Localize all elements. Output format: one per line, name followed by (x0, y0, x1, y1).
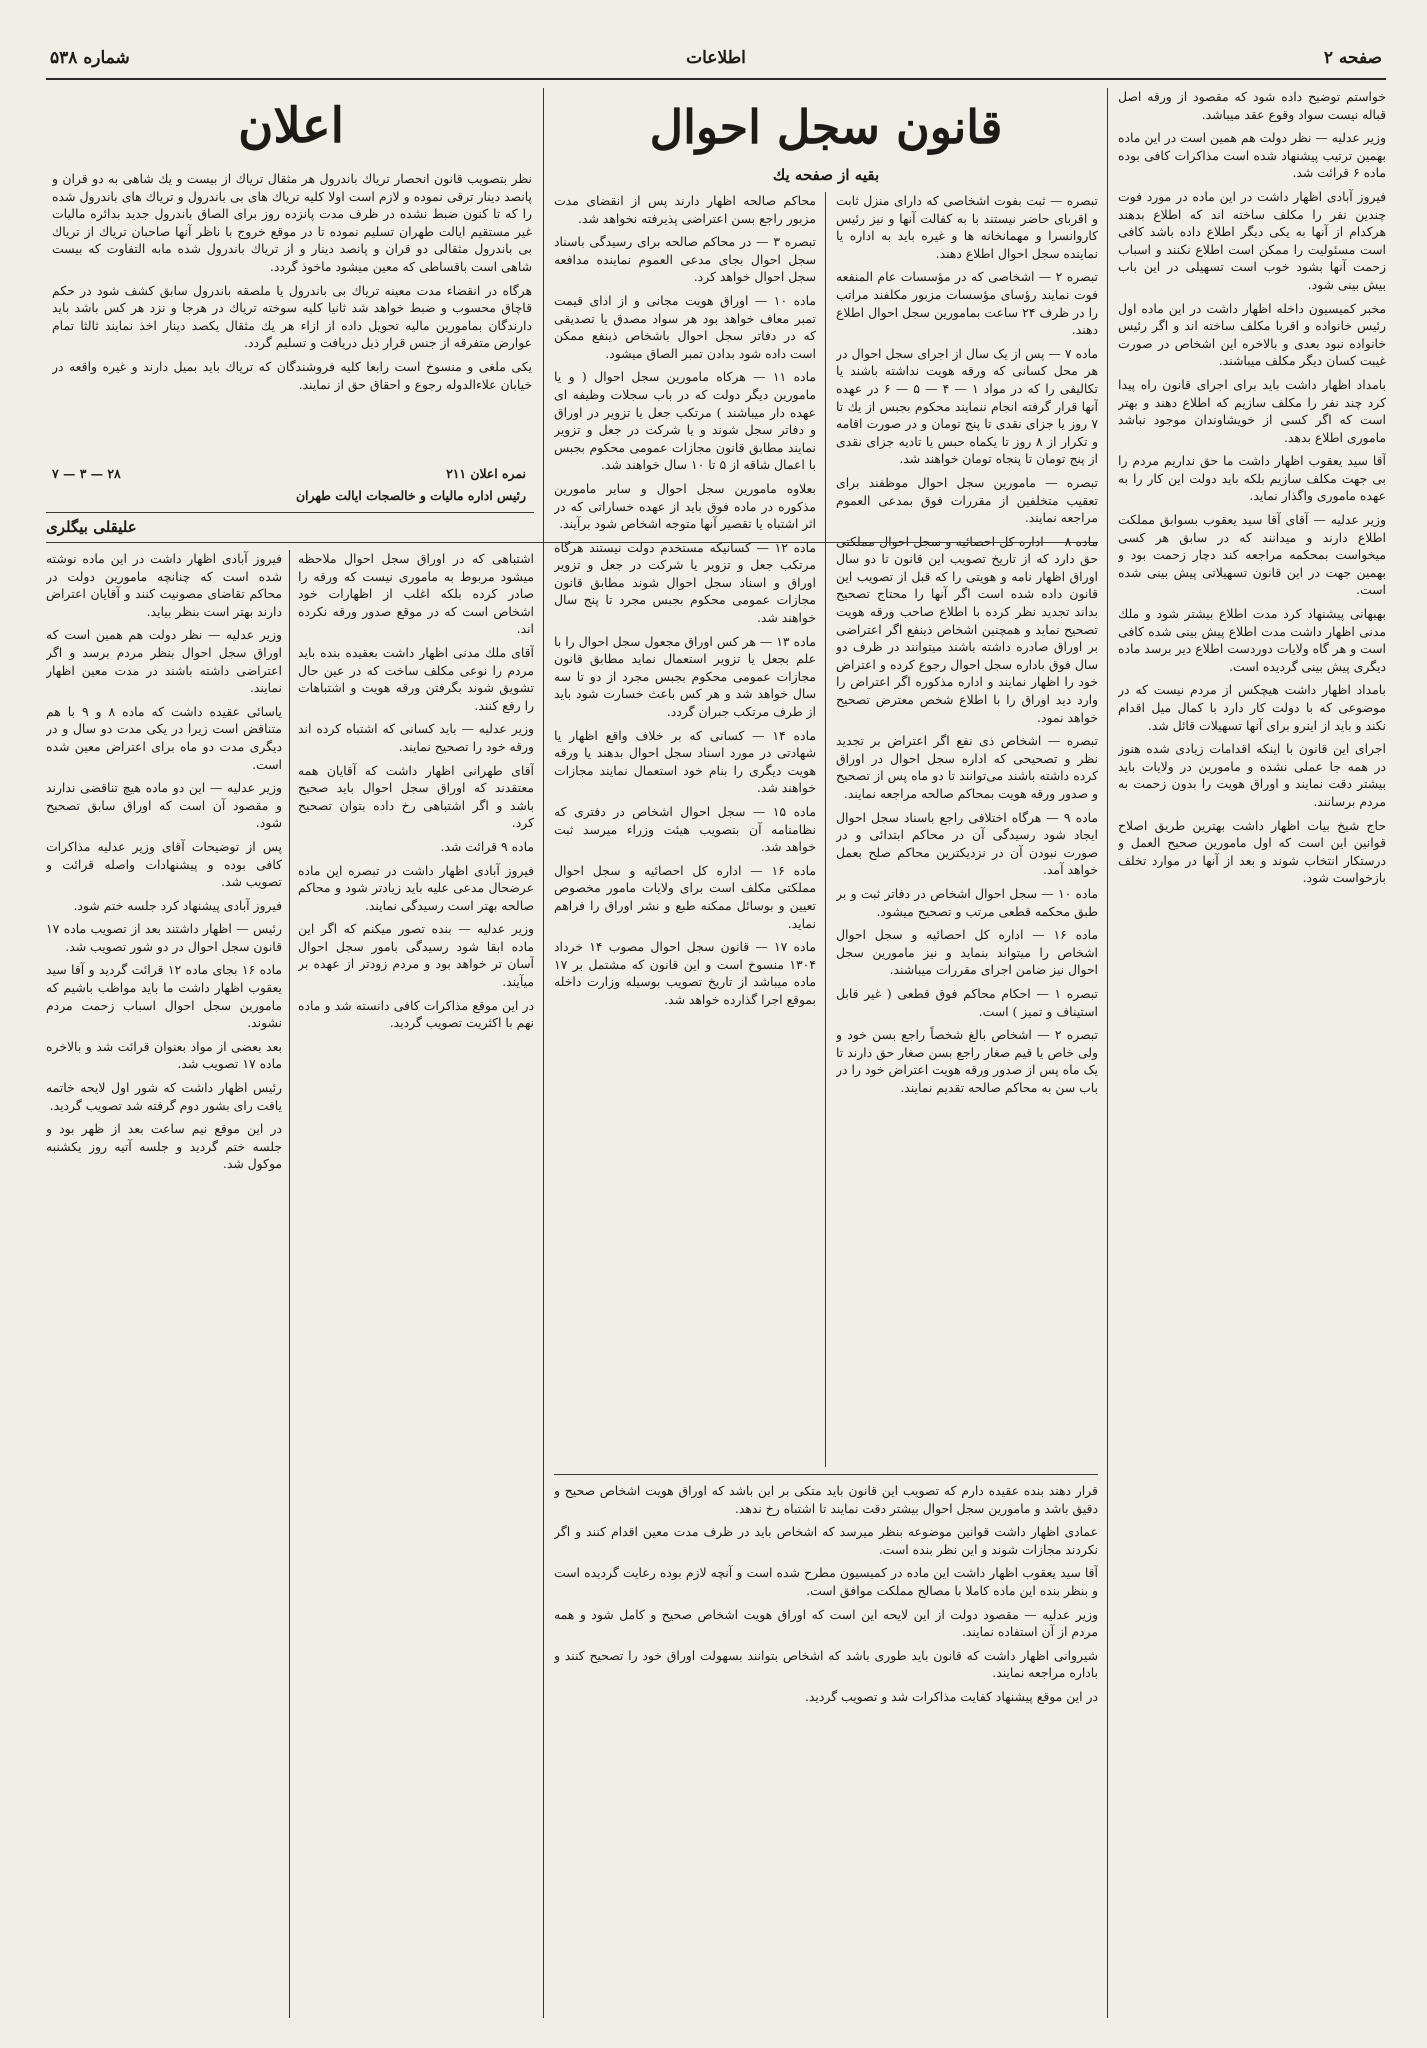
report-paragraph: ماده ۱۶ بجای ماده ۱۲ قرائت گردید و آقا سید یعقوب اظهار داشت ما باید مواظب باشیم که مامورین سجل احوال اسباب زحمت مردم نشوند. (46, 962, 282, 1031)
section-rule (46, 542, 1098, 543)
right-paragraph: بامداد اظهار داشت باید برای اجرای قانون راه پیدا کرد چند نفر را مکلف سازیم که اطلاع دهند و بهتر است که اگر کسی از خویشاوندان موجود نباشد ماموری اطلاع بدهد. (1118, 376, 1386, 445)
report-paragraph: اشتباهی که در اوراق سجل احوال ملاحظه میشود مربوط به ماموری نیست که ورقه را صادر کرده بلکه اغلب از اظهارات خود اشخاص است که در موقع صدور ورقه نکرده اند. (298, 551, 534, 637)
report-paragraph: آقای طهرانی اظهار داشت که آقایان همه معتقدند که اوراق سجل احوال باید صحیح باشد و اگر اشتباهی رخ داده بتوان تصحیح کرد. (298, 762, 534, 831)
section-rule (46, 512, 534, 513)
report-paragraph: رئیس — اظهار داشتند بعد از تصویب ماده ۱۷ قانون سجل احوال در دو شور تصویب شد. (46, 921, 282, 954)
report-paragraph: فیروز آبادی اظهار داشت در تبصره این ماده عرضحال مدعی علیه باید زیادتر شود و محاکم صالحه بهتر است رسیدگی نمایند. (298, 862, 534, 913)
law-title: قانون سجل احوال (649, 100, 1003, 154)
report-paragraph: وزیر عدلیه — این دو ماده هیچ تناقضی ندارند و مقصود آن است که اوراق سابق تصحیح شود. (46, 780, 282, 831)
report-column-2 (298, 550, 534, 2018)
report-paragraph: شیروانی اظهار داشت که قانون باید طوری باشد که اشخاص بتوانند بسهولت اوراق خود را تصحیح کنند و باداره مراجعه نمایند. (554, 1647, 1098, 1681)
law-paragraph: تبصره ۲ — اشخاصی که در مؤسسات عام المنفعه فوت نمایند رؤسای مؤسسات مزبور مکلفند مراتب را در ظرف ۲۴ ساعت بمامورین سجل احوال اطلاع دهند. (836, 269, 1098, 338)
report-paragraph: در این موقع نیم ساعت بعد از ظهر بود و جلسه ختم گردید و جلسه آتیه روز یکشنبه موکول شد. (46, 1121, 282, 1172)
report-paragraph: ماده ۹ قرائت شد. (440, 838, 534, 854)
right-paragraph: وزیر عدلیه — آقای آقا سید یعقوب بسوابق مملکت اطلاع دارند و میدانند که در سابق هر کسی میخواست بمحکمه مراجعه کند دچار زحمت بود و بهمین جهت در این قانون تسهیلاتی پیش بینی شده است. (1118, 512, 1386, 598)
report-paragraph: قرار دهند بنده عقیده دارم که تصویب این قانون باید متکی بر این باشد که اوراق هویت اشخاص صحیح و دقیق باشد و مامورین سجل احوال بیشتر دقت نمایند تا اشتباه رخ ندهد. (554, 1483, 1098, 1516)
column-rule (825, 192, 826, 1467)
report-paragraph: وزیر عدلیه — باید کسانی که اشتباه کرده اند ورقه خود را تصحیح نمایند. (298, 721, 534, 754)
ad-number: نمره اعلان ۲۱۱ (446, 466, 526, 481)
law-paragraph: تبصره — ثبت بفوت اشخاصی که دارای منزل ثابت و اقربای حاضر نیستند با به کفالت آنها و نیز رئیس کاروانسرا و مهمانخانه ها و غیره باید به اداره یا نماینده سجل احوال اطلاع دهند. (836, 193, 1098, 261)
report-paragraph: فیروز آبادی پیشنهاد کرد جلسه ختم شود. (73, 897, 282, 913)
report-paragraph: در این موقع مذاکرات کافی دانسته شد و ماده نهم با اکثریت تصویب گردید. (298, 997, 534, 1031)
law-paragraph: ماده ۱۶ — اداره کل احصائیه و سجل احوال اشخاص را میتواند بنماید و نیز مامورین سجل احوال نیز ضامن اجرای مقررات میباشند. (836, 927, 1098, 978)
report-paragraph: وزیر عدلیه — مقصود دولت از این لایحه این است که اوراق هویت اشخاص صحیح و کامل شود و همه مردم از آن استفاده نمایند. (554, 1606, 1098, 1640)
law-paragraph: محاکم صالحه اظهار دارند پس از انقضای مدت مزبور راجع بسن اعتراضی پذیرفته نخواهد شد. (554, 193, 816, 226)
right-paragraph: خواستم توضیح داده شود که مقصود از ورقه اصل قباله نیست سواد وقوع عقد میباشد. (1118, 89, 1386, 122)
right-paragraph: آقا سید یعقوب اظهار داشت ما حق نداریم مردم را بی جهت مکلف سازیم بلکه باید دولت این کار را به عهده ماموری واگذار نماید. (1118, 453, 1386, 504)
report-paragraph: یاسائی عقیده داشت که ماده ۸ و ۹ با هم متناقض است زیرا در یکی مدت دو سال و در دیگری مدت دو ماه برای اعتراض معین شده است. (46, 703, 282, 772)
law-paragraph: ماده ۸ — اداره کل احصائیه و سجل احوال مملکتی حق دارد که از تاریخ تصویب این قانون تا دو سال اوراق اظهار نامه و هویتی را که قبل از تصویب این قانون داده شده است اگر آنها را محتاج تصحیح بداند تجدید نظر کرده با اطلاع صاحب ورقه هویت تصحیح نماید و همچنین اشخاص ذینفع اگر اعتراضی بر اوراق صادره داشته باشند میتوانند در ظرف دو سال فوق باداره سجل احوال رجوع کرده و اعتراض خود را اظهار نمایند و اداره مذکوره اگر اعتراض را وارد دید اوراق را با اطلاع شخص معترض تصحیح خواهد نمود. (836, 533, 1098, 725)
law-continuation: بقیه از صفحه یك (772, 166, 880, 184)
law-paragraph: ماده ۱۰ — اوراق هویت مجانی و از ادای قیمت تمبر معاف خواهد بود هر سواد مصدق یا تصدیقی که در دفاتر سجل احوال باشخاص ذینفع ممکن است داده شود بدادن تمبر الصاق میشود. (554, 292, 816, 361)
law-paragraph: ماده ۱۰ — سجل احوال اشخاص در دفاتر ثبت و بر طبق محکمه قطعی مرتب و تصحیح میشود. (836, 885, 1098, 919)
column-rule (1107, 88, 1108, 2018)
right-paragraph: بهبهانی پیشنهاد کرد مدت اطلاع بیشتر شود و ملك مدنی اظهار داشت مدت اطلاع پیش بینی شده کافی است و هر گاه ولایات دوردست اطلاع دیر برسد ماده دیگری پیش بینی گردیده است. (1118, 606, 1386, 674)
report-paragraph: پس از توضیحات آقای وزیر عدلیه مذاکرات کافی بوده و پیشنهادات واصله قرائت و تصویب شد. (46, 838, 282, 890)
law-paragraph: ماده ۱۳ — هر کس اوراق مجعول سجل احوال را با علم بجعل یا تزویر استعمال نماید مطابق قانون مجازات عمومی محکوم بجبس مجرد از دو تا سه سال خواهد شد و هر کس باعث خسارت شود باید از طرف مرتکب جبران گردد. (554, 633, 816, 720)
law-paragraph: تبصره — مامورین سجل احوال موظفند برای تعقیب متخلفین از مقررات فوق بمدعی العموم مراجعه نمایند. (836, 474, 1098, 526)
law-column-2 (554, 192, 816, 1467)
report-paragraph: آقا سید یعقوب اظهار داشت این ماده در کمیسیون مطرح شده است و آنچه لازم بوده رعایت گردیده است و بنظر بنده این ماده کاملا با مصالح مملکت موافق است. (554, 1565, 1098, 1598)
law-paragraph: ماده ۱۱ — هرکاه مامورین سجل احوال ( و یا مامورین دیگر دولت که در باب سجلات وظیفه ای عهده دار میباشند ) مرتکب جعل یا تزویر در اوراق و دفاتر سجل شوند و یا شرکت در جعل و تزویر نمایند مطابق قانون مجازات عمومی محکوم بجبس با اعمال شاقه از ۵ تا ۱۰ سال خواهند شد. (554, 369, 816, 473)
law-paragraph: ماده ۱۲ — کسانیکه مستخدم دولت نیستند هرگاه مرتکب جعل و تزویر یا شرکت در جعل و تزویر اوراق و اسناد سجل احوال شوند مطابق قانون مجازات عمومی محکوم بجبس مجرد تا پنج سال خواهند شد. (554, 539, 816, 626)
section-rule (554, 1474, 1098, 1475)
law-paragraph: ماده ۱۷ — قانون سجل احوال مصوب ۱۴ خرداد ۱۳۰۴ منسوخ است و این قانون که مشتمل بر ۱۷ ماده میباشد از تاریخ تصویب بوسیله وزارت داخله بموقع اجرا گذارده خواهد شد. (554, 939, 816, 1007)
law-paragraph: ماده ۹ — هرگاه اختلافی راجع باسناد سجل احوال ایجاد شود رسیدگی آن در محاکم ابتدائی و در صورت نبودن آن در نزدیکترین محاکم صلح بعمل خواهد آمد. (836, 809, 1098, 878)
law-paragraph: ماده ۱۶ — اداره کل احصائیه و سجل احوال مملکتی مکلف است برای ولایات مامور مخصوص تعیین و بوسائل ممکنه طبع و نشر اوراق را فراهم نماید. (554, 862, 816, 931)
ad-paragraph: هرگاه در انقضاء مدت معینه تریاك بی باندرول یا ملصقه باندرول سابق کشف شود در حکم قاچاق محسوب و ضبط خواهد شد ثانیا کلیه سوخته تریاك در هرجا و نزد هر کس باشد باید دارندگان بمامورین مالیه تحویل داده از ازاء هر یك مثقال یکصد دینار اخذ نمایند ثالثا تمام عوارض متفرقه از جنس قرار ذیل دریافت و تسلیم گردد. (52, 282, 532, 351)
ad-paragraph: یکی ملغی و منسوخ است رابعا کلیه فروشندگان که تریاك باید بمیل دارند و غیره واقعه در خیابان علاءالدوله رجوع و احقاق حق از نمایند. (52, 358, 532, 392)
right-paragraph: بامداد اظهار داشت هیچکس از مردم نیست که در موضوعی که با دولت کار دارد با کمال میل اقدام نکند و باید از اینرو برای آنها تسهیلات قائل شد. (1118, 682, 1386, 733)
running-header (46, 40, 1386, 80)
ad-paragraph: نظر بتصویب قانون انحصار تریاك باندرول هر مثقال تریاك از بیست و یك شاهی به دو قران و پانصد دینار ترقی نموده و لازم است اولا کلیه تریاك های بی باندرول و تریاك های باندرول شده را که تا کنون ضبط نشده در ظرف مدت پانزده روز برای الصاق باندرول جدید بدائره مالیات غیر مستقیم ایالت طهران تسلیم نموده تا در موقع خروج با ناظر آنها صاحبان تریاك از تریاك بی باندرول مثقالی دو قران و پانصد دینار و از تریاك باندرول شده مابه التفاوت که بیست شاهی است باقساطی که معین میشود ماخوذ گردد. (52, 171, 532, 274)
law-column-1 (836, 192, 1098, 1467)
page-label: صفحه ۲ (1323, 48, 1382, 68)
report-paragraph: عمادی اظهار داشت قوانین موضوعه بنظر میرسد که اشخاص باید در ظرف مدت معین اقدام کنند و اگر نکردند مجازات شوند و این نظر بنده است. (554, 1524, 1098, 1557)
report-paragraph: وزیر عدلیه — بنده تصور میکنم که اگر این ماده ابقا شود رسیدگی بامور سجل احوال آسان تر خواهد بود و مردم زودتر از عهده بر میآیند. (298, 921, 534, 990)
right-paragraph: وزیر عدلیه — نظر دولت هم همین است در این ماده بهمین ترتیب پیشنهاد شده است مذاکرات کافی بوده ماده ۶ قرائت شد. (1118, 130, 1386, 181)
report-byline: علیقلی بیگلری (46, 518, 137, 536)
report-paragraph: در این موقع پیشنهاد کفایت مذاکرات شد و تصویب گردید. (804, 1688, 1098, 1704)
report-column-1 (46, 550, 282, 2018)
newspaper-page (46, 40, 1386, 2025)
ad-body (52, 170, 532, 500)
ad-date: ۲۸ — ۳ — ۷ (52, 466, 121, 481)
report-paragraph: وزیر عدلیه — نظر دولت هم همین است که اوراق سجل احوال بنظر مردم برسد و اگر اعتراضی داشته باشند در مدت معین اظهار نمایند. (46, 627, 282, 696)
law-paragraph: تبصره ۲ — اشخاص بالغ شخصاً راجع بسن خود و ولی خاص یا قیم صغار راجع بسن صغار حق دارند تا یک ماه پس از صدور ورقه هویت اعتراض خود را در باب سن به محاکم صالحه تقدیم نمایند. (836, 1027, 1098, 1095)
law-paragraph: تبصره ۱ — احکام محاکم فوق قطعی ( غیر قابل استیناف و تمیز ) است. (836, 985, 1098, 1019)
report-paragraph: بعد بعضی از مواد بعنوان قرائت شد و بالاخره ماده ۱۷ تصویب شد. (46, 1038, 282, 1072)
law-paragraph: ماده ۷ — پس از یک سال از اجرای سجل احوال در هر محل کسانی که ورقه هویت نداشته باشند یا تکالیفی را که در مواد ۱ — ۴ — ۵ — ۶ در عهده آنها قرار گرفته انجام ننمایند محکوم بجبس از یك تا ۷ روز یا جزای نقدی تا پنج تومان و در صورت اقامه و تکرار از ۸ روز تا یکماه حبس یا تادیه جزای نقدی از پنج تومان تا پنجاه تومان خواهند شد. (836, 345, 1098, 467)
report-column-3 (554, 1482, 1098, 2018)
paper-name: اطلاعات (686, 48, 746, 68)
right-paragraph: مخبر کمیسیون داخله اظهار داشت در این ماده اول رئیس خانواده و اقربا مکلف ساخته اند و اگر رئیس خانواده نبود بعدی و بالاخره این اشخاص در صورت غیبت کسان دیگر مکلف میباشند. (1118, 300, 1386, 369)
report-paragraph: فیروز آبادی اظهار داشت در این ماده نوشته شده است که چنانچه مامورین دولت در محاکم تقاضای مصونیت کنند و آقایان اعتراض دارند بهتر است بنظر بیاید. (46, 551, 282, 619)
right-paragraph: فیروز آبادی اظهار داشت در این ماده در مورد فوت چندین نفر را مکلف ساخته اند که اطلاع بدهند هرکدام از آنها به یکی دیگر اطلاع داده باشد کافی است مسئولیت را ممکن است اطلاع نکنند و اسباب زحمت آنها بشود خوب است تسهیلی در این باب بیش بینی شود. (1118, 188, 1386, 292)
right-column (1118, 88, 1386, 2018)
law-paragraph: ماده ۱۵ — سجل احوال اشخاص در دفتری که نظامنامه آن بتصویب هیئت وزراء میرسد ثبت خواهد شد. (554, 804, 816, 855)
ad-title: اعلان (238, 98, 344, 154)
report-paragraph: رئیس اظهار داشت که شور اول لایحه خاتمه یافت رای بشور دوم گرفته شد تصویب گردید. (46, 1080, 282, 1113)
report-paragraph: آقای ملك مدنی اظهار داشت بعقیده بنده باید مردم را نوعی مکلف ساخت که در عین حال تشویق شوند بگرفتن ورقه هویت و اشتباهات را رفع کنند. (298, 644, 534, 713)
column-rule (543, 88, 544, 2018)
right-paragraph: حاج شیخ بیات اظهار داشت بهترین طریق اصلاح قوانین این است که اول مامورین صحیح العمل و درستکار انتخاب شوند و بعد از آنها در موارد تخلف بازخواست شود. (1118, 817, 1386, 886)
law-paragraph: تبصره — اشخاص ذی نفع اگر اعتراض بر تجدید نظر و تصحیحی که اداره سجل احوال در اوراق کرده داشته باشند می‌توانند تا دو ماه پس از تصحیح و صدور ورقه هویت بمحاکم صالحه مراجعه نمایند. (836, 733, 1098, 801)
issue-label: شماره ۵۳۸ (50, 48, 130, 68)
law-paragraph: تبصره ۳ — در محاکم صالحه برای رسیدگی باسناد سجل احوال بجای مدعی العموم نماینده مدافعه سجل احوال خواهد کرد. (554, 234, 816, 285)
law-paragraph: بعلاوه مامورین سجل احوال و سایر مامورین مذکوره در ماده فوق باید از عهده خساراتی که در اثر اشتباه یا تقصیر آنها متوجه اشخاص شود برآیند. (554, 480, 816, 532)
law-paragraph: ماده ۱۴ — کسانی که بر خلاف واقع اظهار یا شهادتی در مورد اسناد سجل احوال بدهند یا ورقه هویت دیگری را بنام خود استعمال نمایند مجازات خواهند شد. (554, 727, 816, 796)
column-rule (289, 550, 290, 2018)
right-paragraph: اجرای این قانون با اینکه اقدامات زیادی شده هنوز در همه جا عملی نشده و مامورین در ولایات باید بیشتر دقت نمایند و اوراق هویت را بدون زحمت به مردم برسانند. (1118, 741, 1386, 809)
ad-authority: رئیس اداره مالیات و خالصجات ایالت طهران (295, 488, 526, 503)
